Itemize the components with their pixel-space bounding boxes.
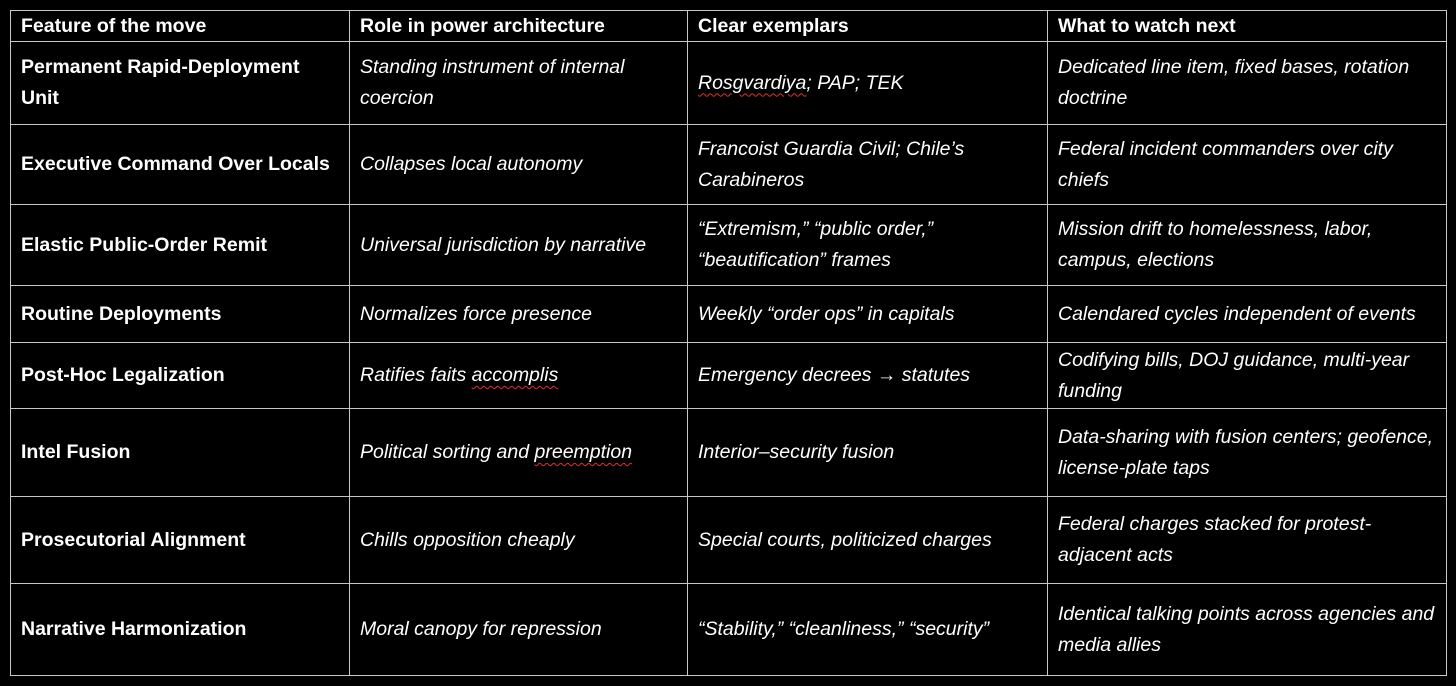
feature-cell: Intel Fusion: [11, 409, 350, 497]
header-exemplars: Clear exemplars: [688, 11, 1048, 42]
feature-cell: Post-Hoc Legalization: [11, 343, 350, 409]
watch-cell: Codifying bills, DOJ guidance, multi-year funding: [1048, 343, 1447, 409]
header-row: [11, 11, 1447, 42]
table-row: [11, 125, 1447, 205]
exemplars-cell: [688, 42, 1048, 125]
header-role: Role in power architecture: [350, 11, 688, 42]
role-text-pre: Ratifies faits: [360, 364, 472, 386]
watch-cell: Data-sharing with fusion centers; geofence, license-plate taps: [1048, 409, 1447, 497]
table-row: [11, 584, 1447, 676]
watch-cell: Federal charges stacked for protest-adjacent acts: [1048, 497, 1447, 584]
exemplars-cell: “Stability,” “cleanliness,” “security”: [688, 584, 1048, 676]
exemplars-cell: Special courts, politicized charges: [688, 497, 1048, 584]
exemplars-cell: Interior–security fusion: [688, 409, 1048, 497]
watch-cell: Identical talking points across agencies and media allies: [1048, 584, 1447, 676]
feature-cell: Routine Deployments: [11, 286, 350, 343]
exemplars-text-post: ; PAP; TEK: [806, 71, 904, 94]
header-feature: Feature of the move: [11, 11, 350, 42]
role-cell: Chills opposition cheaply: [350, 497, 688, 584]
table-row: [11, 343, 1447, 409]
table-row: [11, 205, 1447, 286]
role-cell: Collapses local autonomy: [350, 125, 688, 205]
feature-cell: Executive Command Over Locals: [11, 125, 350, 205]
table-row: [11, 286, 1447, 343]
role-cell: [350, 343, 688, 409]
feature-cell: Narrative Harmonization: [11, 584, 350, 676]
table-row: [11, 497, 1447, 584]
header-watch: What to watch next: [1048, 11, 1447, 42]
spellcheck-flagged-word: preemption: [534, 441, 633, 463]
role-text-pre: Political sorting and: [360, 441, 535, 463]
spellcheck-flagged-word: accomplis: [471, 364, 559, 386]
exemplars-cell: Emergency decrees → statutes: [688, 343, 1048, 409]
watch-cell: Dedicated line item, fixed bases, rotation doctrine: [1048, 42, 1447, 125]
role-cell: [350, 409, 688, 497]
role-cell: Universal jurisdiction by narrative: [350, 205, 688, 286]
watch-cell: Mission drift to homelessness, labor, campus, elections: [1048, 205, 1447, 286]
table-row: [11, 409, 1447, 497]
role-cell: Normalizes force presence: [350, 286, 688, 343]
feature-cell: Permanent Rapid-Deployment Unit: [11, 42, 350, 125]
comparison-table: [10, 10, 1447, 676]
exemplars-cell: Weekly “order ops” in capitals: [688, 286, 1048, 343]
table-row: [11, 42, 1447, 125]
watch-cell: Federal incident commanders over city chiefs: [1048, 125, 1447, 205]
exemplars-cell: Francoist Guardia Civil; Chile’s Carabineros: [688, 125, 1048, 205]
spellcheck-flagged-word: Rosgvardiya: [698, 71, 807, 94]
role-cell: Moral canopy for repression: [350, 584, 688, 676]
feature-cell: Elastic Public-Order Remit: [11, 205, 350, 286]
watch-cell: Calendared cycles independent of events: [1048, 286, 1447, 343]
exemplars-cell: “Extremism,” “public order,” “beautification” frames: [688, 205, 1048, 286]
role-cell: Standing instrument of internal coercion: [350, 42, 688, 125]
feature-cell: Prosecutorial Alignment: [11, 497, 350, 584]
